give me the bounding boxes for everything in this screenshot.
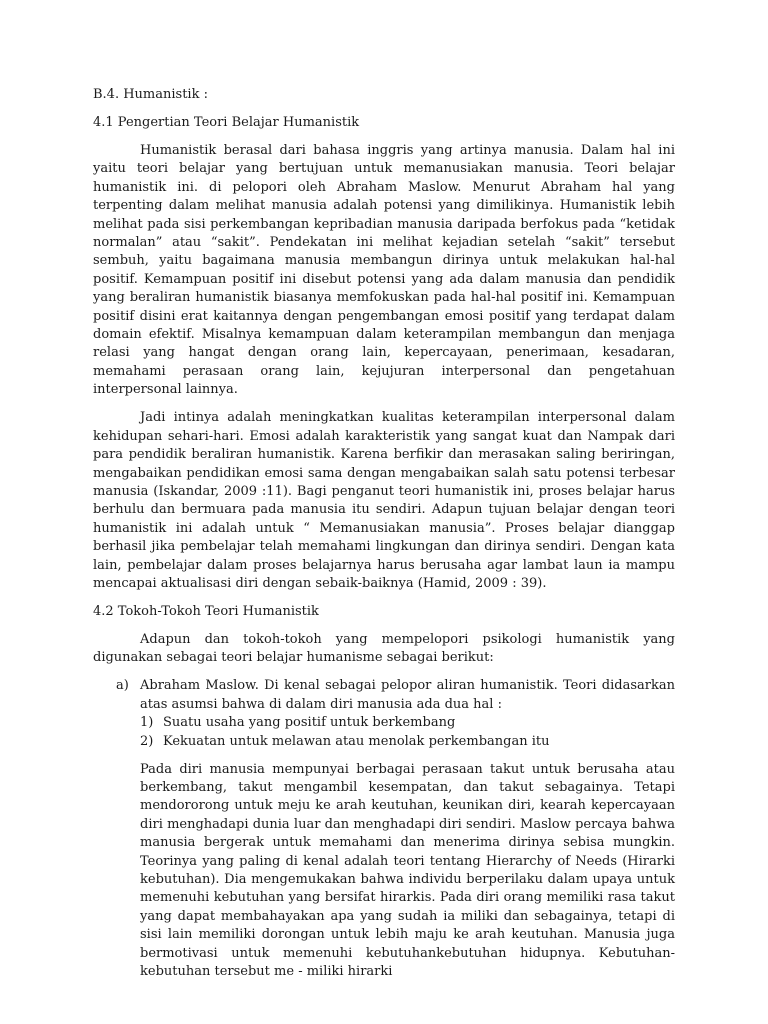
list-marker-a: a)	[116, 678, 129, 694]
sublist-marker-1: 1)	[140, 715, 154, 731]
section-heading-b4: B.4. Humanistik :	[93, 87, 208, 102]
sublist-item-2	[140, 733, 675, 751]
subsection-heading-4-2: 4.2 Tokoh-Tokoh Teori Humanistik	[93, 603, 319, 619]
sublist-item-2-text: Kekuatan untuk melawan atau menolak perkembangan itu	[163, 733, 550, 749]
numbered-sublist	[140, 714, 675, 751]
document-page	[93, 86, 675, 981]
sublist-marker-2: 2)	[140, 733, 154, 749]
list-item-a-paragraph: Pada diri manusia mempunyai berbagai perasaan takut untuk berusaha atau berkembang, takut mengambil kesempatan, dan takut sebagainya. Tetapi mendororong untuk meju ke arah keutuhan, keunikan diri, kearah kepercayaan diri menghadapi dunia luar dan menghadapi diri sendiri. Maslow percaya bahwa manusia bergerak untuk memahami dan menerima dirinya sebisa mungkin. Teorinya yang paling di kenal adalah teori tentang Hierarchy of Needs (Hirarki kebutuhan). Dia mengemukakan bahwa individu berperilaku dalam upaya untuk memenuhi kebutuhan yang bersifat hirarkis. Pada diri orang memiliki rasa takut yang dapat membahayakan apa yang sudah ia miliki dan sebagainya, tetapi di sisi lain memiliki dorongan untuk lebih maju ke arah keutuhan. Manusia juga bermotivasi untuk memenuhi kebutuhankebutuhan hidupnya. Kebutuhan-kebutuhan tersebut me - miliki hirarki	[140, 761, 675, 980]
body-paragraph-2: Jadi intinya adalah meningkatkan kualitas keterampilan interpersonal dalam kehidupan sehari-hari. Emosi adalah karakteristik yang sangat kuat dan Nampak dari para pendidik beraliran humanistik. Karena berfikir dan merasakan saling beriringan, mengabaikan pendidikan emosi sama dengan mengabaikan salah satu potensi terbesar manusia (Iskandar, 2009 :11). Bagi penganut teori humanistik ini, proses belajar harus berhulu dan bermuara pada manusia itu sendiri. Adapun tujuan belajar dengan teori humanistik ini adalah untuk “ Memanusiakan manusia”. Proses belajar dianggap berhasil jika pembelajar telah memahami lingkungan dan dirinya sendiri. Dengan kata lain, pembelajar dalam proses belajarnya harus berusaha agar lambat laun ia mampu mencapai aktualisasi diri dengan sebaik-baiknya (Hamid, 2009 : 39).	[93, 410, 675, 591]
subsection-heading-4-1: 4.1 Pengertian Teori Belajar Humanistik	[93, 115, 360, 130]
body-paragraph-3: Adapun dan tokoh-tokoh yang mempelopori psikologi humanistik yang digunakan sebagai teori belajar humanisme sebagai berikut:	[93, 631, 675, 666]
sublist-item-1	[140, 714, 675, 732]
body-paragraph-1: Humanistik berasal dari bahasa inggris yang artinya manusia. Dalam hal ini yaitu teori belajar yang bertujuan untuk memanusiakan manusia. Teori belajar humanistik ini. di pelopori oleh Abraham Maslow. Menurut Abraham hal yang terpenting dalam melihat manusia adalah potensi yang dimilikinya. Humanistik lebih melihat pada sisi perkembangan kepribadian manusia daripada berfokus pada “ketidak normalan” atau “sakit”. Pendekatan ini melihat kejadian setelah “sakit” tersebut sembuh, yaitu bagaimana manusia membangun dirinya untuk melakukan hal-hal positif. Kemampuan positif ini disebut potensi yang ada dalam manusia dan pendidik yang beraliran humanistik biasanya memfokuskan pada hal-hal positif ini. Kemampuan positif disini erat kaitannya dengan pengembangan emosi positif yang terdapat dalam domain efektif. Misalnya kemampuan dalam keterampilan membangun dan menjaga relasi yang hangat dengan orang lain, kepercayaan, penerimaan, kesadaran, memahami perasaan orang lain, kejujuran interpersonal dan pengetahuan interpersonal lainnya.	[93, 143, 675, 398]
sublist-item-1-text: Suatu usaha yang positif untuk berkembang	[163, 715, 456, 731]
list-item-a	[93, 677, 675, 981]
list-item-a-text: Abraham Maslow. Di kenal sebagai pelopor aliran humanistik. Teori didasarkan atas asumsi bahwa di dalam diri manusia ada dua hal :	[140, 678, 675, 712]
